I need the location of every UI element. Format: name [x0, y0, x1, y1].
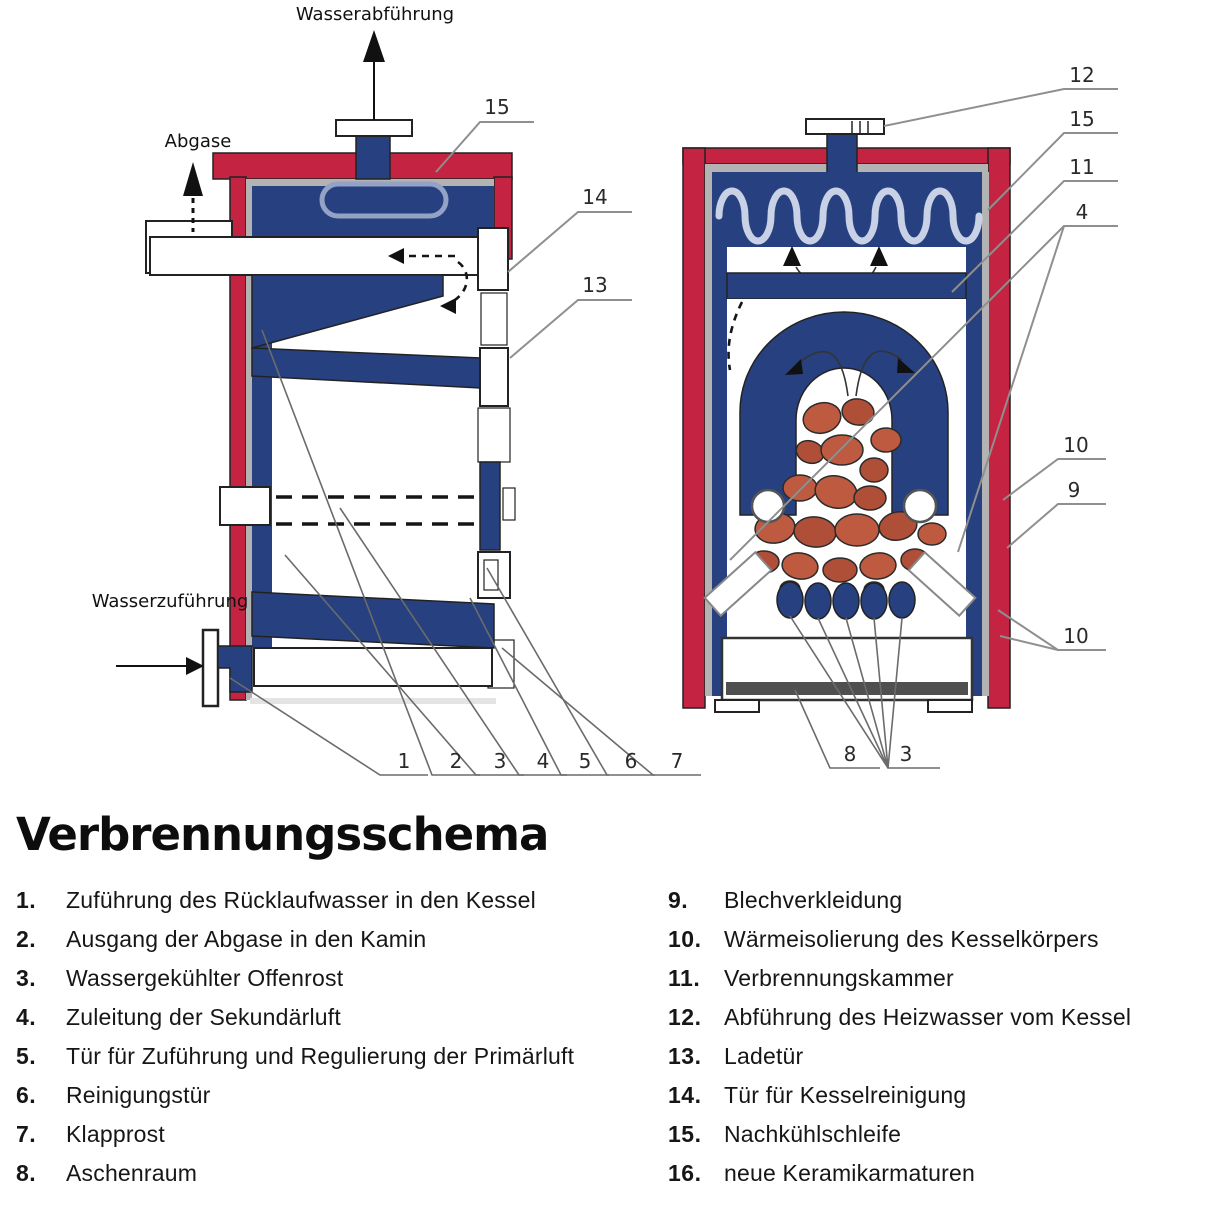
callout-2: 2	[449, 749, 463, 773]
flue-gas-duct	[150, 237, 480, 275]
callout-14: 14	[582, 185, 608, 209]
flue-gas-label: Abgase	[164, 131, 232, 152]
callout-9: 9	[1067, 478, 1081, 502]
legend-item-12: 12. Abführung des Heizwasser vom Kessel	[668, 1004, 1132, 1030]
secondary-air-stub	[220, 487, 270, 525]
legend-item-11: 11. Verbrennungskammer	[668, 965, 954, 991]
water-inlet-flange	[203, 630, 218, 706]
water-inlet-pipe	[218, 646, 252, 692]
callout-4-left: 4	[536, 749, 550, 773]
upper-water-beam	[727, 273, 966, 299]
callout-11: 11	[1069, 155, 1095, 179]
legend-item-4: 4. Zuleitung der Sekundärluft	[16, 1004, 341, 1030]
callout-13: 13	[582, 273, 608, 297]
legend	[16, 808, 1208, 1197]
callout-8: 8	[843, 742, 857, 766]
callout-10-lower: 10	[1063, 624, 1089, 648]
legend-item-5: 5. Tür für Zuführung und Regulierung der Primärluft	[16, 1043, 575, 1069]
legend-item-9: 9. Blechverkleidung	[668, 887, 903, 913]
legend-item-14: 14. Tür für Kesselreinigung	[668, 1082, 967, 1108]
legend-item-7: 7. Klapprost	[16, 1121, 165, 1147]
callout-3-left: 3	[493, 749, 507, 773]
heating-water-flange	[806, 119, 884, 134]
callout-7: 7	[670, 749, 684, 773]
boiler-foot-left	[715, 700, 759, 712]
water-in-label: Wasserzuführung	[91, 591, 249, 612]
legend-item-8: 8. Aschenraum	[16, 1160, 198, 1186]
ash-layer	[726, 682, 968, 695]
legend-left-column	[16, 885, 668, 1197]
legend-item-6: 6. Reinigungstür	[16, 1082, 211, 1108]
callout-15-right: 15	[1069, 107, 1095, 131]
left-boiler-section	[146, 120, 515, 706]
water-out-arrowhead	[363, 30, 385, 62]
callout-3-right: 3	[899, 742, 913, 766]
water-cooled-grate	[777, 582, 915, 619]
legend-item-3: 3. Wassergekühlter Offenrost	[16, 965, 344, 991]
legend-right-column	[668, 885, 1131, 1197]
flue-gas-arrowhead	[183, 162, 203, 196]
legend-item-15: 15. Nachkühlschleife	[668, 1121, 902, 1147]
water-outlet-flange	[336, 120, 412, 136]
arch-tube-right	[904, 490, 936, 522]
callout-4-right: 4	[1075, 200, 1089, 224]
legend-item-1: 1. Zuführung des Rücklaufwasser in den Kessel	[16, 887, 536, 913]
callout-1: 1	[397, 749, 411, 773]
arch-tube-left	[752, 490, 784, 522]
water-in-arrowhead	[186, 657, 204, 675]
legend-item-16: 16. neue Keramikarmaturen	[668, 1160, 975, 1186]
callout-15-left: 15	[484, 95, 510, 119]
boiler-foot-right	[928, 700, 972, 712]
legend-item-2: 2. Ausgang der Abgase in den Kamin	[16, 926, 427, 952]
water-outlet-pipe	[356, 135, 390, 179]
water-out-label: Wasserabführung	[295, 4, 455, 25]
legend-item-13: 13. Ladetür	[668, 1043, 804, 1069]
callout-6: 6	[624, 749, 638, 773]
heating-water-pipe	[827, 133, 857, 173]
legend-title: Verbrennungsschema	[16, 808, 549, 861]
callout-10-upper: 10	[1063, 433, 1089, 457]
callout-5: 5	[578, 749, 592, 773]
legend-item-10: 10. Wärmeisolierung des Kesselkörpers	[668, 926, 1099, 952]
callout-12: 12	[1069, 63, 1095, 87]
right-boiler-section	[683, 119, 1010, 712]
